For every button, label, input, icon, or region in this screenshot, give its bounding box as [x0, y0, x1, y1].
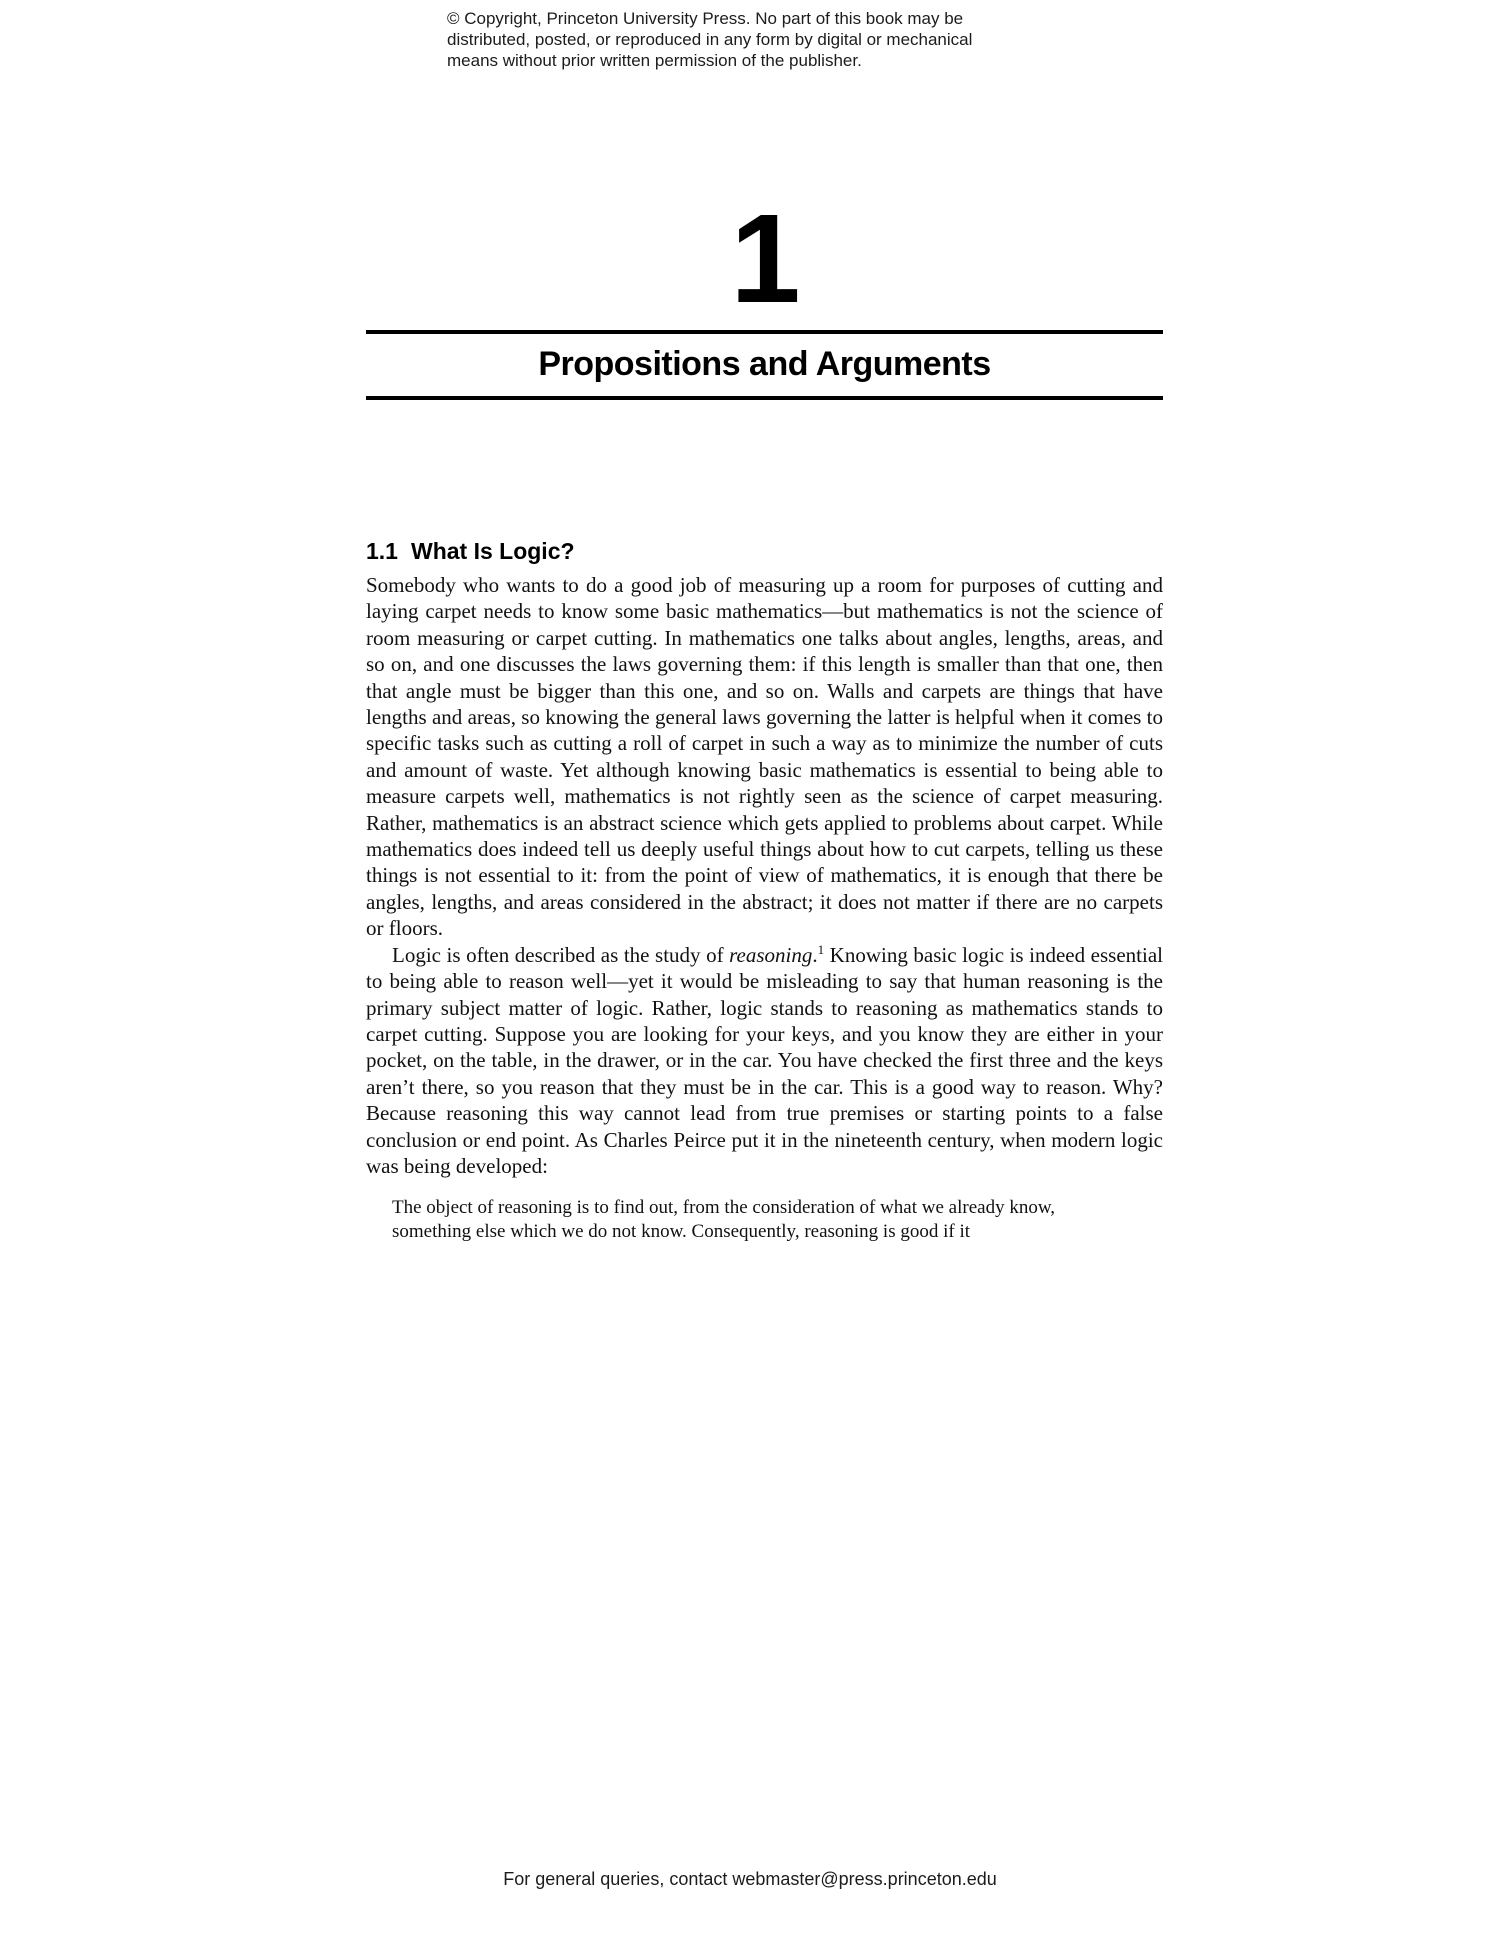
paragraph-2-rest: Knowing basic logic is indeed essential to being able to reason well—yet it would be misleading to say that human reasoning is the primary subject matter of logic. Rather, logic stands to reasoning as mathematics stands to carpet cutting. Suppose you are looking for your keys, and you know they are either in your pocket, on the table, in the drawer, or in the car. You have checked the first three and the keys aren’t there, so you reason that they must be in the car. This is a good way to reason. Why? Because reasoning this way cannot lead from true premises or starting points to a false conclusion or end point. As Charles Peirce put it in the nineteenth century, when modern logic was being developed: [366, 942, 1163, 1178]
section-number: 1.1 [366, 538, 398, 564]
footnote-marker: 1 [817, 941, 825, 957]
copyright-notice [447, 8, 1087, 71]
main-text-column [366, 537, 1163, 1244]
copyright-line: distributed, posted, or reproduced in any form by digital or mechanical [447, 30, 973, 49]
section-title: What Is Logic? [410, 538, 575, 564]
paragraph-1: Somebody who wants to do a good job of measuring up a room for purposes of cutting and laying carpet needs to know some basic mathematics—but mathematics is not the science of room measuring or carpet cutting. In mathematics one talks about angles, lengths, areas, and so on, and one discusses the laws governing them: if this length is smaller than that one, then that angle must be bigger than this one, and so on. Walls and carpets are things that have lengths and areas, so knowing the general laws governing the latter is helpful when it comes to specific tasks such as cutting a roll of carpet in such a way as to minimize the number of cuts and amount of waste. Yet although knowing basic mathematics is essential to being able to measure carpets well, mathematics is not rightly seen as the science of carpet measuring. Rather, mathematics is an abstract science which gets applied to problems about carpet. While mathematics does indeed tell us deeply useful things about how to cut carpets, telling us these things is not essential to it: from the point of view of mathematics, it is enough that there be angles, lengths, and areas considered in the abstract; it does not matter if there are no carpets or floors. [366, 573, 1163, 941]
section-heading [366, 537, 1163, 565]
italic-term: reasoning [729, 942, 813, 967]
copyright-line: © Copyright, Princeton University Press. No part of this book may be [447, 9, 964, 28]
copyright-line: means without prior written permission of the publisher. [447, 51, 862, 70]
paragraph-2-lead: Logic is often described as the study of [392, 942, 730, 967]
divider-rule-bottom [366, 396, 1163, 400]
divider-rule-top [366, 330, 1163, 334]
paragraph-2 [366, 942, 1163, 1180]
paragraph-2-period: . [812, 942, 818, 967]
footer-contact: For general queries, contact webmaster@press.princeton.edu [503, 1869, 997, 1889]
chapter-title: Propositions and Arguments [538, 345, 991, 383]
chapter-number: 1 [730, 188, 799, 329]
block-quote: The object of reasoning is to find out, from the consideration of what we already know, something else which we do not know. Consequently, reasoning is good if it [392, 1197, 1056, 1243]
